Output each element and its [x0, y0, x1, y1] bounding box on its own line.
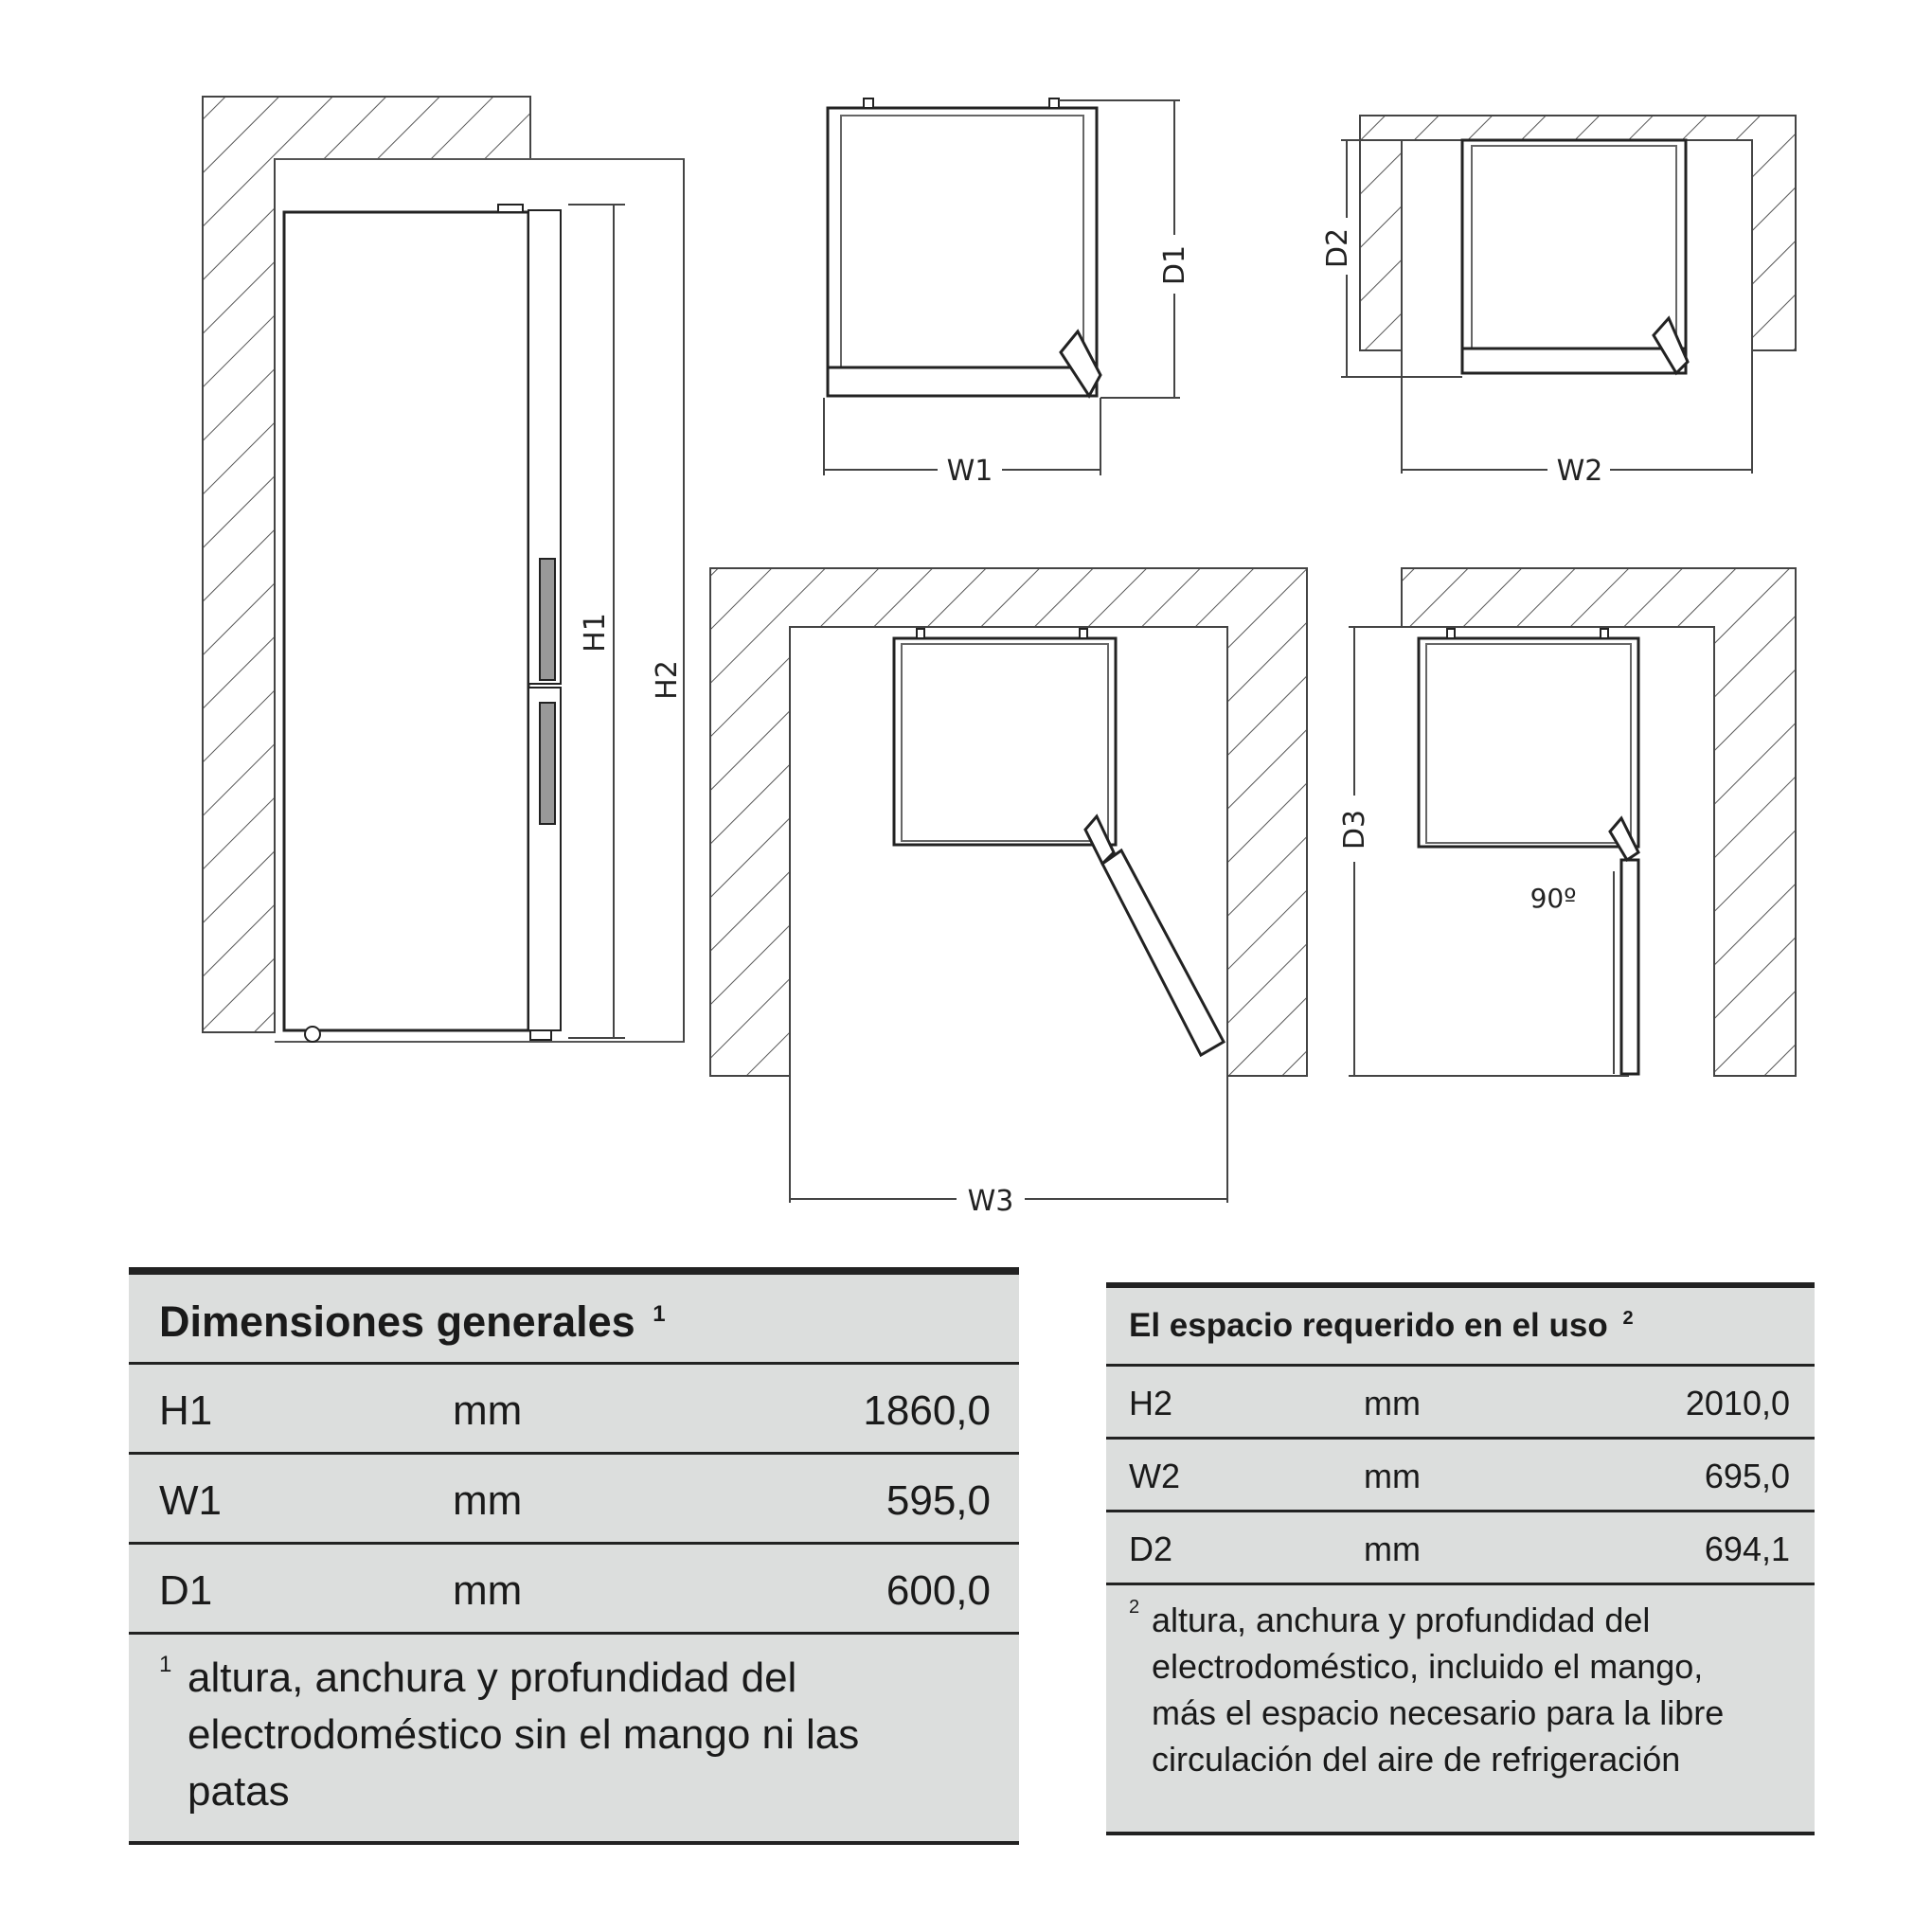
row-value: 1860,0 — [863, 1387, 991, 1434]
door-90-view-d3 — [1338, 568, 1796, 1076]
fridge-side-body — [284, 212, 528, 1030]
table-row — [1106, 1440, 1815, 1510]
row-unit: mm — [453, 1387, 523, 1434]
usage-note-mark: 2 — [1129, 1597, 1140, 1618]
usage-note — [1129, 1597, 1792, 1782]
label-w1: W1 — [946, 455, 993, 488]
label-h2: H2 — [651, 660, 684, 700]
label-angle: 90º — [1530, 883, 1577, 914]
label-w3: W3 — [967, 1185, 1014, 1218]
row-name: D2 — [1129, 1530, 1173, 1568]
row-unit: mm — [453, 1477, 523, 1524]
niche-view-w2-d2 — [1321, 116, 1796, 488]
lower-handle — [540, 703, 555, 824]
general-note-mark: 1 — [159, 1652, 172, 1677]
row-unit: mm — [1364, 1530, 1421, 1568]
row-name: W1 — [159, 1477, 222, 1524]
door-90 — [1621, 860, 1638, 1074]
general-title: Dimensiones generales $^1$ — [159, 1297, 666, 1346]
general-dimensions-table — [129, 1267, 1019, 1845]
label-d1: D1 — [1158, 244, 1191, 286]
label-h1: H1 — [579, 613, 612, 653]
row-unit: mm — [1364, 1457, 1421, 1495]
table-row — [129, 1455, 1019, 1542]
general-note — [159, 1650, 993, 1820]
row-unit: mm — [1364, 1384, 1421, 1422]
general-footnote-mark: 1 — [653, 1301, 666, 1327]
table-row — [129, 1365, 1019, 1452]
top-view-w1-d1 — [824, 98, 1191, 488]
row-name: H2 — [1129, 1384, 1173, 1422]
row-name: D1 — [159, 1567, 213, 1614]
table-row — [129, 1545, 1019, 1632]
door-open-view-w3 — [710, 568, 1307, 1218]
row-value: 600,0 — [886, 1567, 991, 1614]
usage-note-text: altura, anchura y profundidad del electrodoméstico, incluido el mango, más el espacio necesario para la libre circulación del aire de refrigeración — [1152, 1601, 1725, 1779]
usage-footnote-mark: 2 — [1622, 1308, 1634, 1330]
row-value: 2010,0 — [1685, 1384, 1790, 1422]
table-row — [1106, 1512, 1815, 1583]
usage-space-table — [1106, 1282, 1815, 1835]
general-note-text: altura, anchura y profundidad del electrodoméstico sin el mango ni las patas — [188, 1655, 860, 1815]
upper-handle — [540, 559, 555, 680]
row-value: 595,0 — [886, 1477, 991, 1524]
label-d3: D3 — [1338, 809, 1371, 850]
label-d2: D2 — [1321, 227, 1354, 269]
row-value: 695,0 — [1704, 1457, 1790, 1495]
row-value: 694,1 — [1704, 1530, 1790, 1568]
open-door — [1102, 850, 1224, 1055]
row-name: W2 — [1129, 1457, 1180, 1495]
table-row — [1106, 1367, 1815, 1437]
label-w2: W2 — [1556, 455, 1603, 488]
usage-title: El espacio requerido en el uso $^2$ — [1129, 1307, 1634, 1344]
row-name: H1 — [159, 1387, 213, 1434]
side-view — [203, 97, 684, 1042]
row-unit: mm — [453, 1567, 523, 1614]
